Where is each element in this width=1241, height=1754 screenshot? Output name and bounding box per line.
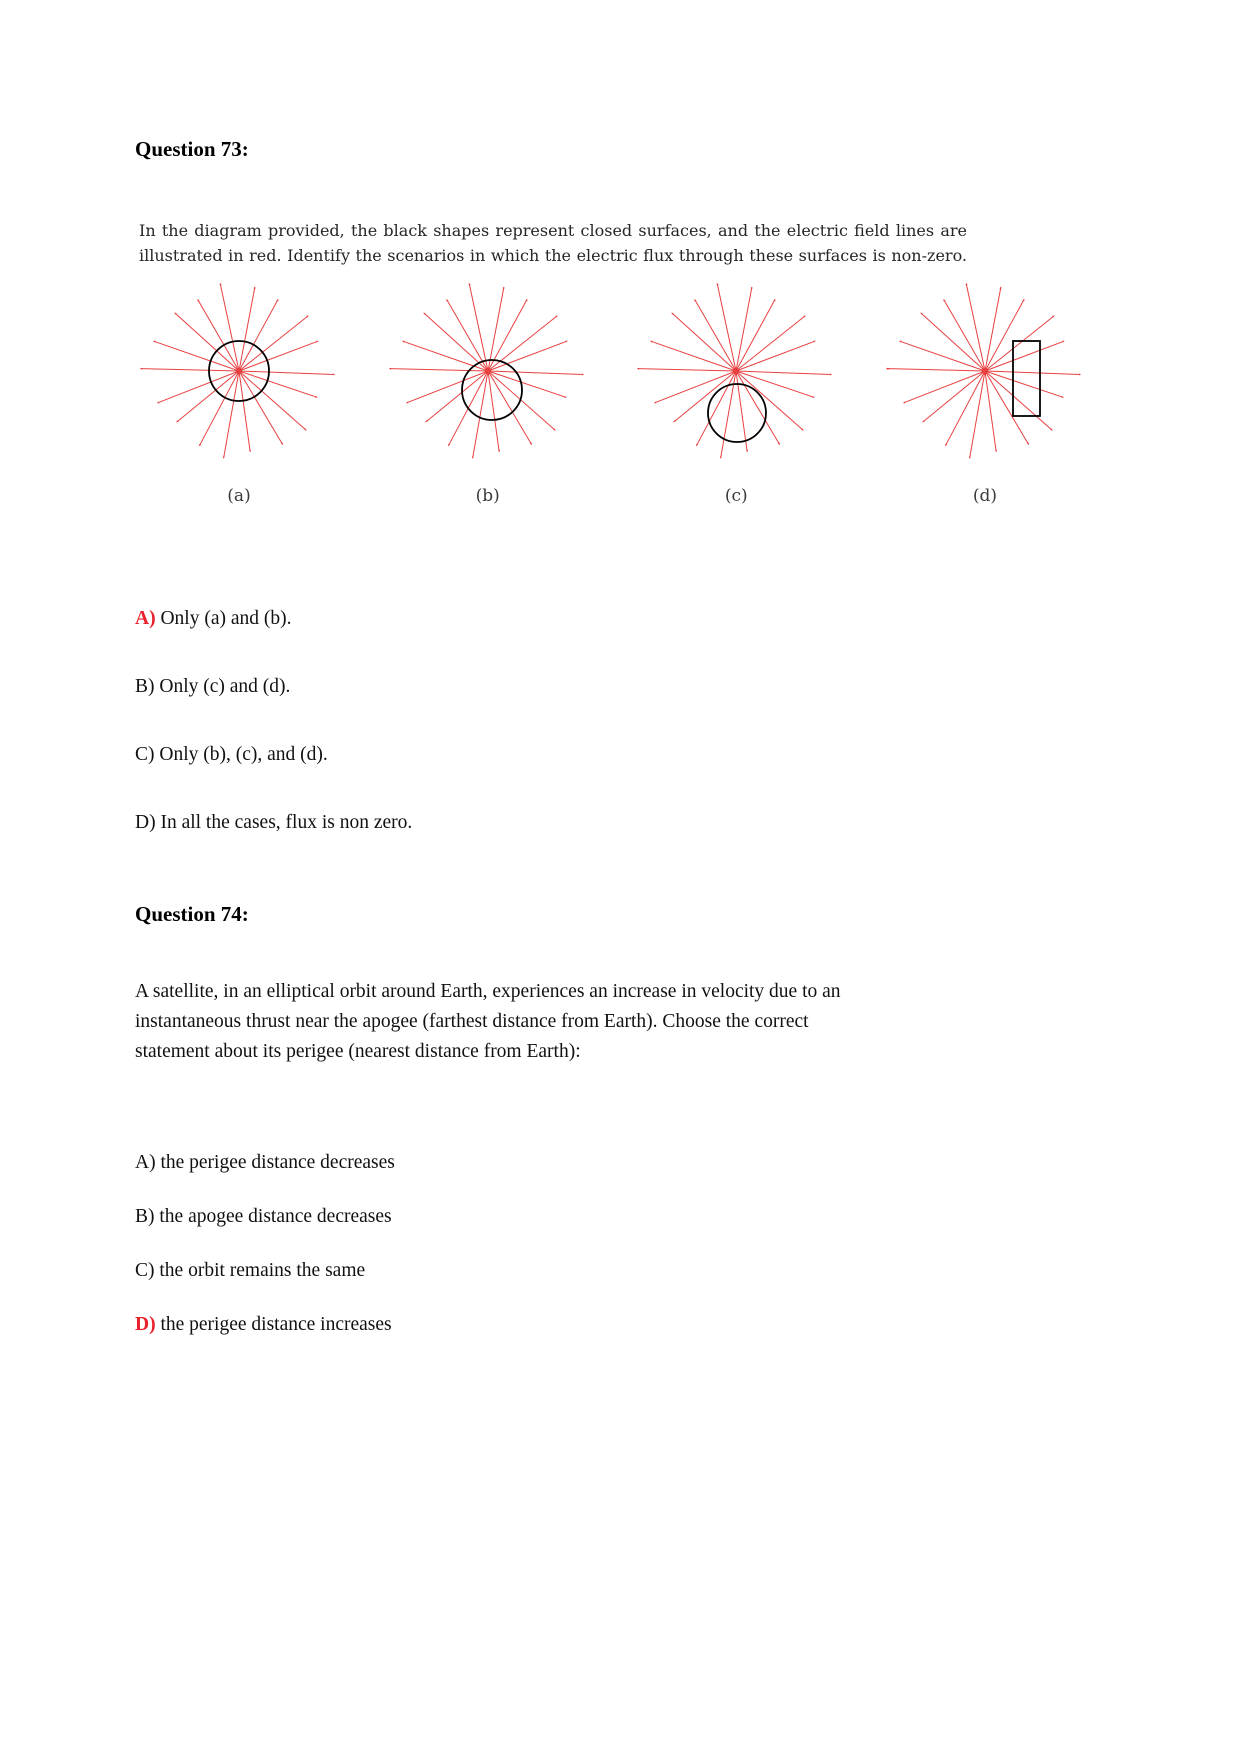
diagram-a bbox=[128, 274, 350, 506]
q74-option-c-text: the orbit remains the same bbox=[159, 1260, 366, 1281]
q74-option-a bbox=[135, 1150, 1241, 1175]
q73-option-b-letter: B) bbox=[135, 676, 155, 697]
diagram-a-label: (a) bbox=[227, 486, 251, 506]
question-74-body bbox=[135, 977, 1241, 1067]
diagram-a-canvas bbox=[128, 274, 350, 484]
q74-body-line-3: statement about its perigee (nearest distance from Earth): bbox=[135, 1041, 581, 1062]
diagram-d-label: (d) bbox=[972, 486, 998, 506]
question-73-options bbox=[135, 606, 1241, 835]
question-73-intro bbox=[139, 218, 967, 268]
q73-option-d-letter: D) bbox=[135, 812, 156, 833]
q74-option-d bbox=[135, 1312, 1241, 1337]
diagram-c bbox=[625, 274, 847, 506]
q74-option-b-text: the apogee distance decreases bbox=[159, 1206, 392, 1227]
q74-option-c bbox=[135, 1258, 1241, 1283]
q74-option-a-letter: A) bbox=[135, 1152, 156, 1173]
diagram-c-label: (c) bbox=[724, 486, 748, 506]
q74-body-line-2: instantaneous thrust near the apogee (farthest distance from Earth). Choose the correct bbox=[135, 1011, 809, 1032]
q73-option-c bbox=[135, 742, 1241, 767]
diagram-d bbox=[874, 274, 1096, 506]
q74-option-d-letter: D) bbox=[135, 1314, 156, 1335]
q73-option-b-text: Only (c) and (d). bbox=[159, 676, 291, 697]
q74-option-b-letter: B) bbox=[135, 1206, 155, 1227]
diagram-b bbox=[377, 274, 599, 506]
q73-option-d bbox=[135, 810, 1241, 835]
diagram-d-canvas bbox=[874, 274, 1096, 484]
question-74-options bbox=[135, 1150, 1241, 1337]
q74-option-a-text: the perigee distance decreases bbox=[160, 1152, 395, 1173]
q73-option-a-text: Only (a) and (b). bbox=[160, 608, 292, 629]
field-lines-figure bbox=[128, 274, 1096, 506]
q74-option-c-letter: C) bbox=[135, 1260, 155, 1281]
q74-option-d-text: the perigee distance increases bbox=[160, 1314, 392, 1335]
q74-body-line-1: A satellite, in an elliptical orbit around Earth, experiences an increase in velocity due to an bbox=[135, 981, 841, 1002]
closed-surface-c bbox=[708, 384, 766, 442]
q73-option-c-text: Only (b), (c), and (d). bbox=[159, 744, 328, 765]
q73-option-a bbox=[135, 606, 1241, 631]
diagram-b-canvas bbox=[377, 274, 599, 484]
q73-option-d-text: In all the cases, flux is non zero. bbox=[160, 812, 413, 833]
q74-option-b bbox=[135, 1204, 1241, 1229]
intro-line-2: illustrated in red. Identify the scenarios in which the electric flux through these surfaces is non-zero. bbox=[139, 246, 967, 265]
q73-option-c-letter: C) bbox=[135, 744, 155, 765]
q73-option-b bbox=[135, 674, 1241, 699]
question-74-heading: Question 74: bbox=[135, 902, 249, 926]
question-73-heading: Question 73: bbox=[135, 137, 249, 161]
q73-option-a-letter: A) bbox=[135, 608, 156, 629]
intro-line-1: In the diagram provided, the black shapes represent closed surfaces, and the electric field lines are bbox=[139, 221, 967, 240]
diagram-c-canvas bbox=[625, 274, 847, 484]
diagram-b-label: (b) bbox=[475, 486, 500, 506]
